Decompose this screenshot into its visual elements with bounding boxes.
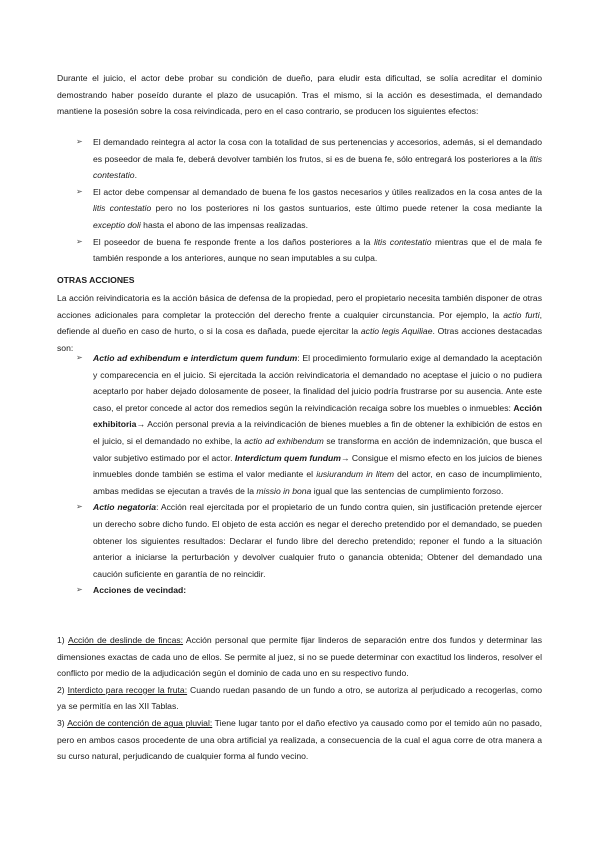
actions-list: [57, 350, 542, 599]
arrow-bullet-icon: ➢: [76, 186, 83, 196]
other-actions-paragraph: La acción reivindicatoria es la acción básica de defensa de la propiedad, pero el propietario necesita también disponer de otras acciones adicionales para completar la protección del derecho frente a cualquier circunstancia. Por ejemplo, la actio furti, defiende al dueño en caso de hurto, o si la cosa es dañada, puede ejercitar la actio legis Aquiliae. Otras acciones destacadas son:: [57, 293, 542, 353]
list-item: ➢ Actio negatoria: Acción real ejercitada por el propietario de un fundo contra quien, sin justificación pretende ejercer un derecho sobre dicho fundo. El objeto de esta acción es negar el derecho pretendido por el demandado, se pueden obtener los siguientes resultados: Declarar el fundo libre del derecho pretendido; reponer el fundo a la situación anterior a iniciarse la perturbación y devolver cualquier fruto o ganancia obtenida; Obtener del demandado una caución suficiente en garantía de no reincidir.: [57, 499, 542, 582]
section-heading: OTRAS ACCIONES: [57, 275, 135, 285]
arrow-bullet-icon: ➢: [76, 502, 83, 512]
list-item: ➢ El demandado reintegra al actor la cosa con la totalidad de sus pertenencias y accesorios, además, si el demandado es poseedor de mala fe, deberá devolver también los frutos, si es de buena fe, sólo entregará los posteriores a la litis contestatio.: [57, 134, 542, 184]
arrow-bullet-icon: ➢: [76, 137, 83, 146]
arrow-bullet-icon: ➢: [76, 585, 83, 595]
list-item: ➢ Actio ad exhibendum e interdictum quem fundum: El procedimiento formulario exige al demandado la aceptación y comparecencia en el juicio. Si ejercitada la acción reivindicatoria el demandado no aceptase el juicio o no pudiera aceptarlo por haber dejado dolosamente de poseer, la finalidad del juicio podría frustrarse por su ausencia. Ante este caso, el pretor concede al actor dos remedios según la reivindicación recaiga sobre los muebles o inmuebles: Acción exhibitoria→ Acción personal previa a la reivindicación de bienes muebles a fin de obtener la exhibición de estos en el juicio, si el demandado no exhibe, la actio ad exhibendum se transforma en acción de indemnización, que busca el valor subjetivo estimado por el actor. Interdictum quem fundum→ Consigue el mismo efecto en los juicios de bienes inmuebles donde también se estima el valor mediante el iusiurandum in litem del actor, en caso de incumplimiento, ambas medidas se ejecutan a través de la missio in bona igual que las sentencias de cumplimiento forzoso.: [57, 350, 542, 499]
intro-paragraph: [57, 70, 542, 120]
list-item: ➢ El poseedor de buena fe responde frente a los daños posteriores a la litis contestatio mientras que el de mala fe también responde a los anteriores, aunque no sean imputables a su culpa.: [57, 234, 542, 267]
numbered-item: 3) Acción de contención de agua pluvial: Tiene lugar tanto por el daño efectivo ya causado como por el temido aún no pasado, pero en ambos casos procedente de una obra artificial ya realizada, a consecuencia de la cual el agua corre de otra manera a su curso natural, perjudicando de cualquier forma al fundo vecino.: [57, 717, 542, 762]
vecindad-list: [57, 632, 542, 765]
list-item: ➢ Acciones de vecindad:: [57, 582, 542, 599]
effects-list: [57, 134, 542, 267]
arrow-bullet-icon: ➢: [76, 236, 83, 246]
numbered-item: 1) Acción de deslinde de fincas: Acción personal que permite fijar linderos de separación entre dos fundos y determinar las dimensiones exactas de cada uno de ellos. Se permite al juez, si no se puede determinar con exactitud los linderos, resolver el conflicto por medio de la adjudicación según el dominio de cada uno en su respectivo fundo.: [57, 635, 543, 679]
numbered-item: 2) Interdicto para recoger la fruta: Cuando ruedan pasando de un fundo a otro, se autoriza al perjudicado a recogerlas, como ya se permitía en las XII Tablas.: [57, 684, 543, 712]
arrow-bullet-icon: ➢: [76, 353, 83, 362]
list-item: ➢ El actor debe compensar al demandado de buena fe los gastos necesarios y útiles realizados en la cosa antes de la litis contestatio pero no los posteriores ni los gastos suntuarios, este último puede retener la cosa mediante la exceptio doli hasta el abono de las impensas realizadas.: [57, 184, 542, 234]
intro-text: Durante el juicio, el actor debe probar su condición de dueño, para eludir esta dificultad, se solía acreditar el dominio demostrando haber poseído durante el plazo de usucapión. Tras el mismo, si la acción es desestimada, el demandado mantiene la posesión sobre la cosa reivindicada, pero en el caso contrario, se producen los siguientes efectos:: [57, 73, 542, 117]
